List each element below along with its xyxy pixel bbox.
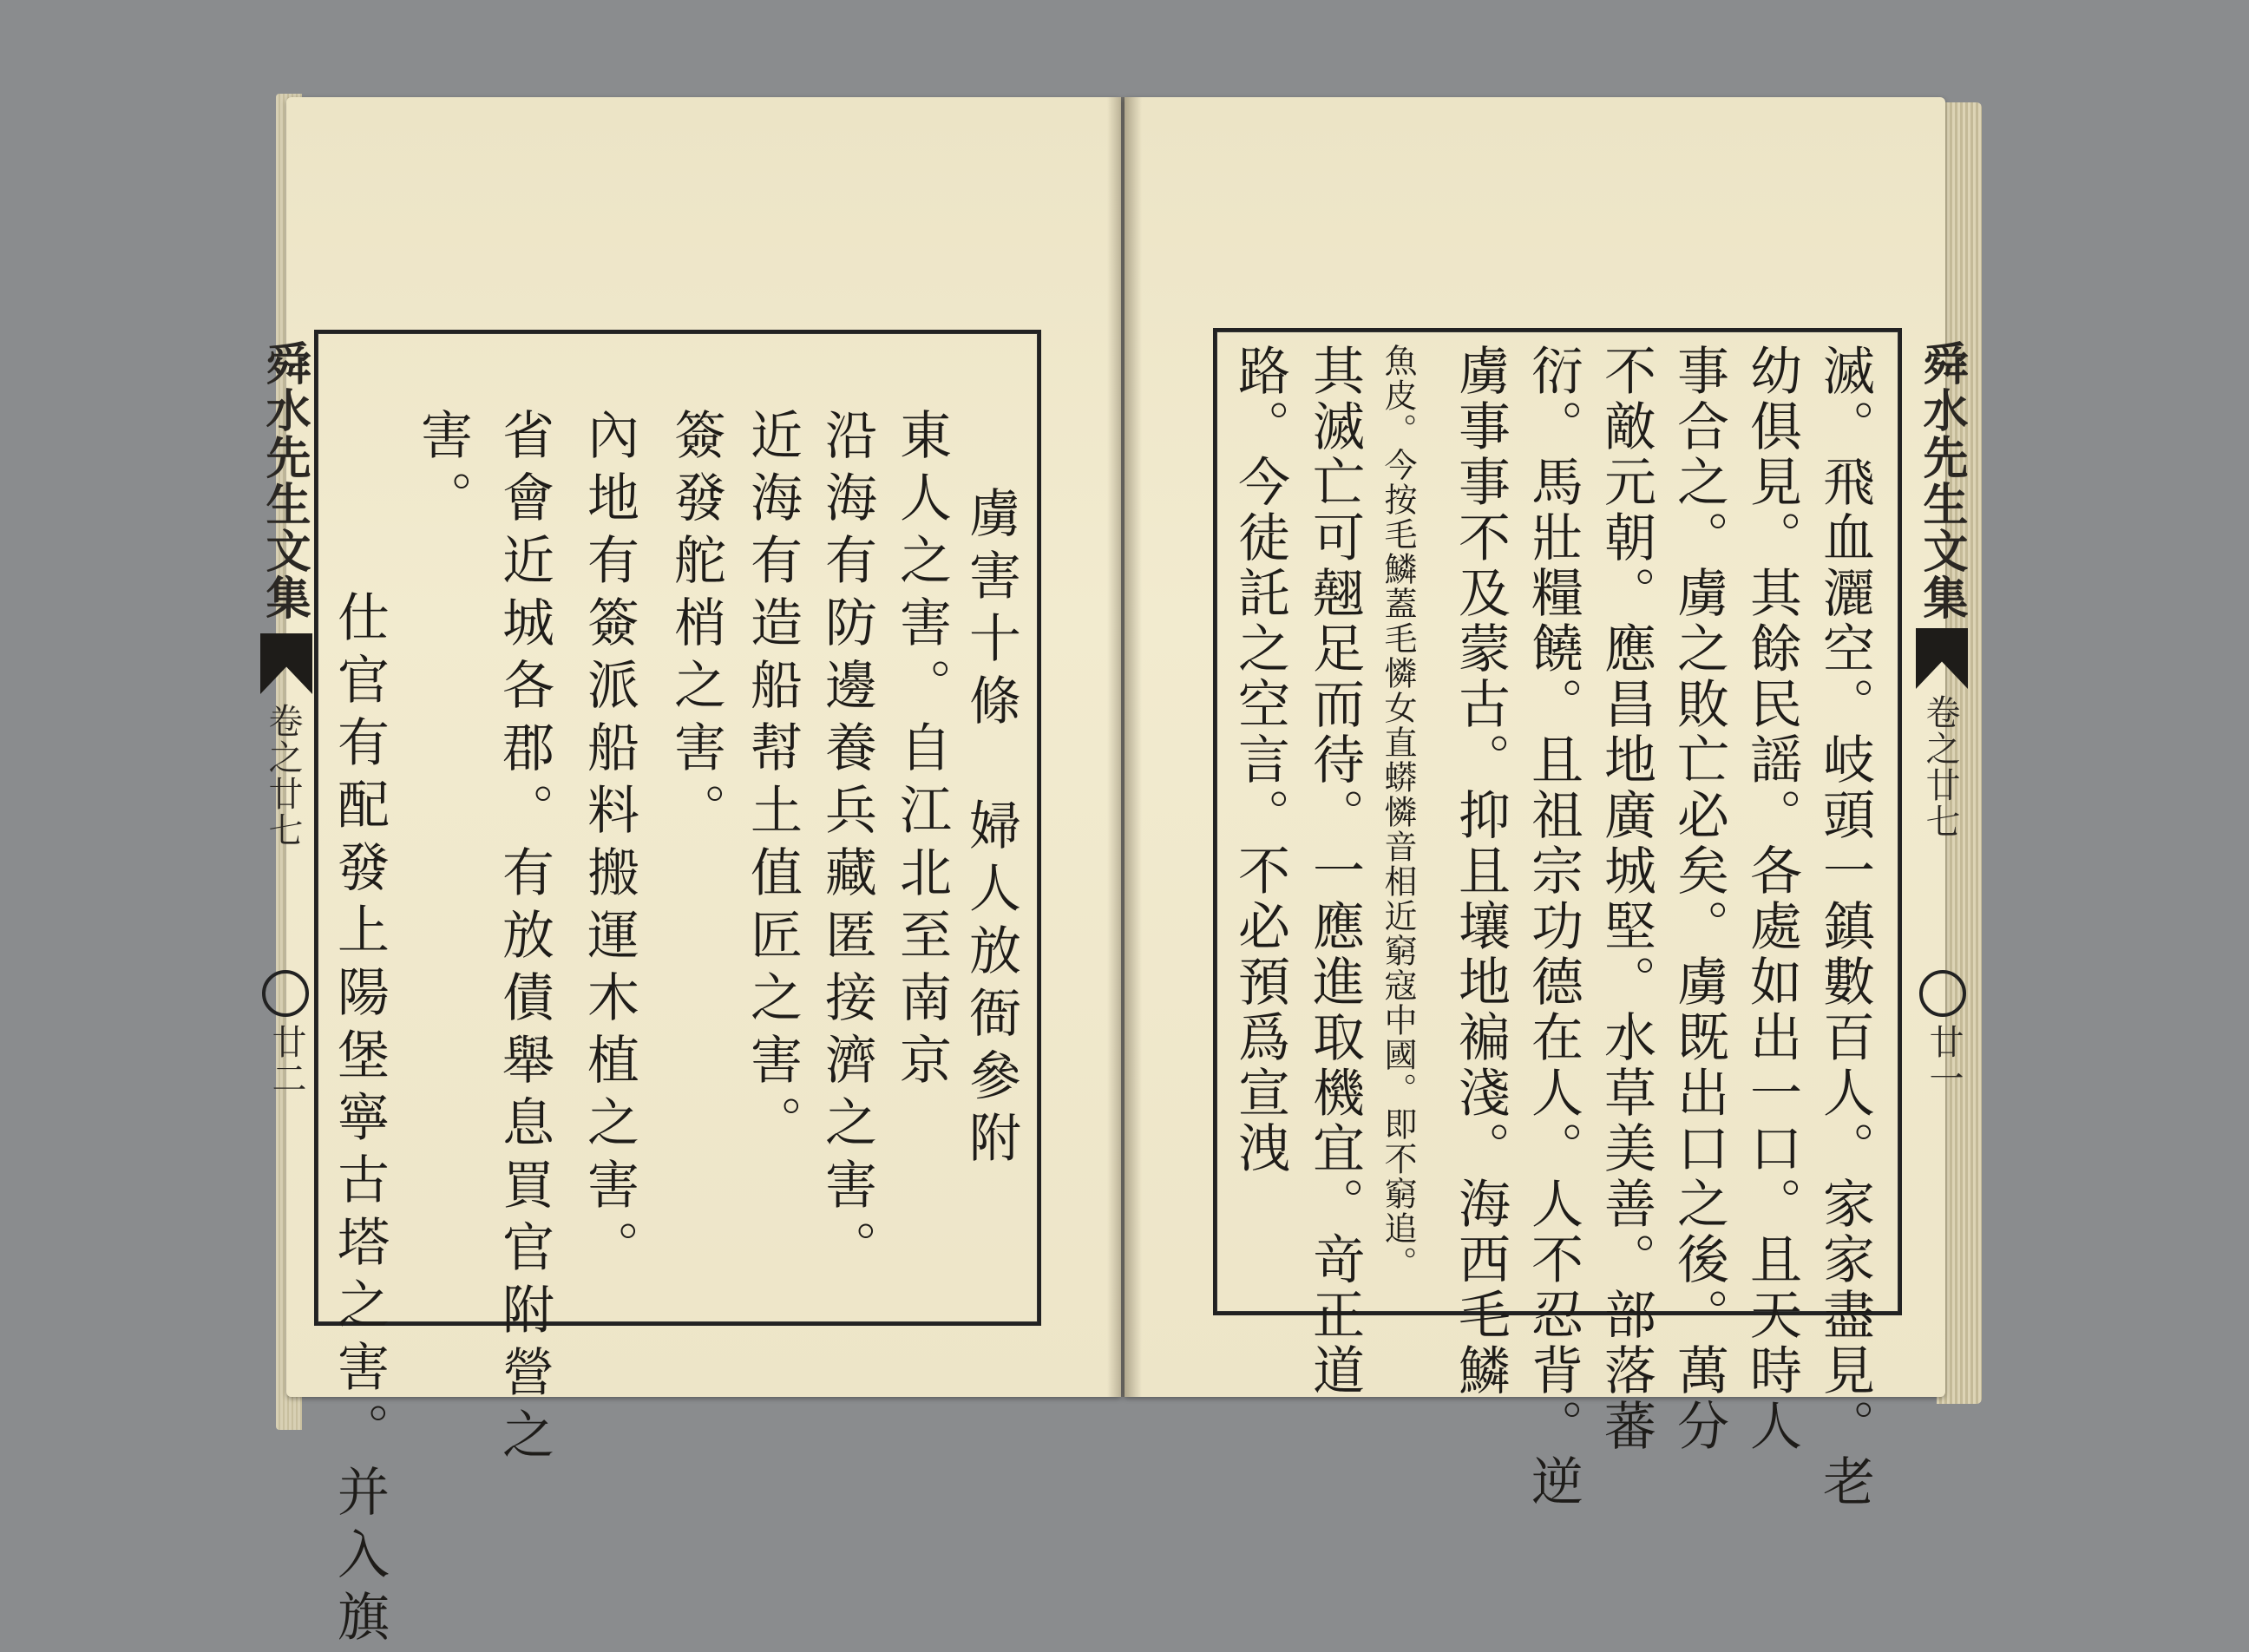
left-fold-title: 舜水先生文集 <box>258 340 311 621</box>
left-column-6: 內地有簽派船料搬運木植之害。 <box>579 408 639 1282</box>
left-column-7: 省會近城各郡。有放債舉息買官附營之 <box>494 408 554 1470</box>
left-column-1: 虜害十條 婦人放衙參附 <box>961 486 1021 1173</box>
right-column-1: 滅。飛血灑空。岐頭一鎮數百人。家家盡見。老 <box>1814 344 1875 1510</box>
left-column-3: 沿海有防邊養兵藏匿接濟之害。 <box>816 408 877 1282</box>
right-fold-circle <box>1919 970 1966 1017</box>
right-column-7: 魚皮。今按毛鱗蓋毛憐女直蟒憐音相近窮寇中國。即不窮追。 <box>1379 344 1417 1281</box>
right-column-3: 事合之。虜之敗亡必矣。虜既出口之後。萬分 <box>1669 344 1729 1454</box>
right-fold-title: 舜水先生文集 <box>1915 340 1968 621</box>
left-column-2: 東人之害。自江北至南京 <box>891 408 952 1095</box>
left-fold-circle <box>262 970 309 1017</box>
right-fold-volume: 卷之廿七 <box>1920 694 1960 840</box>
left-column-4: 近海有造船幇土值匠之害。 <box>742 408 803 1157</box>
right-column-9: 路。今徒託之空言。不必預爲宣洩 <box>1229 344 1290 1177</box>
book-gutter <box>1107 97 1142 1397</box>
left-column-8: 害。 <box>412 408 473 533</box>
right-column-5: 衍。馬壯糧饒。且祖宗功德在人。人不忍背。逆 <box>1523 344 1583 1510</box>
left-column-9: 仕官有配發上陽堡寧古塔之害。并入旗 <box>329 590 390 1652</box>
right-column-6: 虜事事不及蒙古。抑且壤地褊淺。海西毛鱗 <box>1450 344 1511 1399</box>
right-fold-page: 廿一 <box>1924 1024 1964 1097</box>
left-fold-page: 廿二 <box>266 1024 306 1097</box>
right-column-8: 其滅亡可翹足而待。一應進取機宜。竒正道 <box>1304 344 1365 1399</box>
right-column-2: 幼俱見。其餘民謡。各處如出一口。且天時人 <box>1741 344 1802 1454</box>
right-column-4: 不敵元朝。應昌地廣城堅。水草美善。部落蕃 <box>1596 344 1656 1454</box>
left-column-5: 簽發舵梢之害。 <box>666 408 726 845</box>
left-fold-volume: 卷之廿七 <box>263 703 303 849</box>
